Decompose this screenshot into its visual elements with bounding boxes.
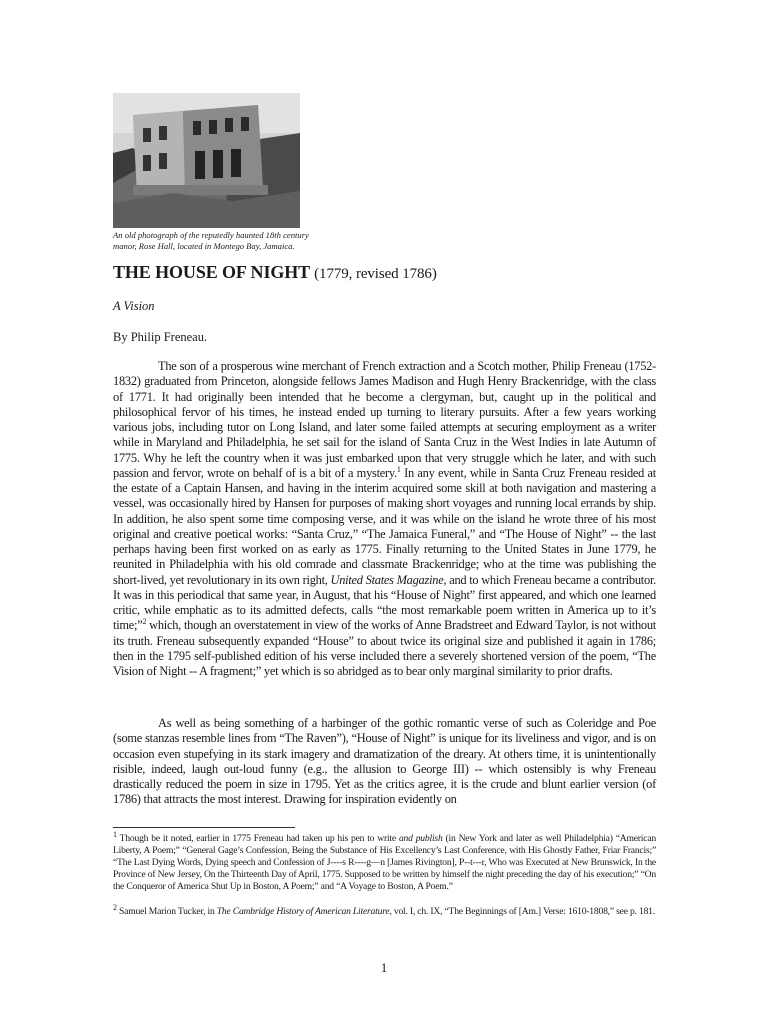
footnote-1-italic: and publish [398, 833, 443, 844]
poem-title [113, 262, 437, 283]
p1-text-a: The son of a prosperous wine merchant of French extraction and a Scotch mother, Philip Freneau (1752-1832) graduated from Princeton, alongside fellows James Madison and Hugh Henry Brackenridge, with the class of 1771. It had originally been intended that he become a clergyman, but, caught up in the political and philosophical fervor of his times, he instead ended up turning to literary pursuits. After a few years working various jobs, including tutor on Long Island, and later some failed attempts at securing employment as a writer while in Maryland and Philadelphia, he set sail for the island of Santa Cruz in the West Indies in late Autumn of 1775. Why he left the country when it was just embarked upon that very struggle which he later, and with such passion and fervor, wrote on behalf of is a bit of a mystery. [113, 359, 656, 480]
footnote-2-text-b: , vol. I, ch. IX, “The Beginnings of [Am.] Verse: 1610-1808,” see p. 181. [389, 906, 655, 917]
p1-magazine-title: United States Magazine [330, 572, 444, 587]
footnote-2-text-a: Samuel Marion Tucker, in [116, 906, 217, 917]
footnote-divider [113, 827, 295, 828]
footnote-1 [113, 829, 656, 893]
page-number: 1 [380, 960, 388, 975]
title-date: (1779, revised 1786) [314, 266, 437, 282]
title-text: THE HOUSE OF NIGHT [113, 262, 310, 282]
footnote-ref-2[interactable]: 2 [142, 617, 147, 627]
footnote-ref-1[interactable]: 1 [396, 464, 401, 474]
footnote-1-text-a: Though be it noted, earlier in 1775 Freneau had taken up his pen to write [116, 833, 399, 844]
p1-text-c: , and to which Freneau became a contributor. It was in this periodical that same year, in August, that his “House of Night” first appeared, and which one learned critic, while emphatic as to its admitted defects, calls “the most remarkable poem written in America up to it’s time;” [113, 572, 656, 633]
poem-subtitle: A Vision [113, 299, 155, 313]
footnote-1-text-b: (in New York and later as well Philadelphia) “American Liberty, A Poem;” “General Gage’s Confession, Being the Substance of His Excellency’s Last Conference, with His Ghostly Father, Friar Francis;” “The Last Dying Words, Dying speech and Confession of J----s R----g—n [James Rivington], P--t---r, Who was Executed at New Brunswick, In the Province of New Jersey, On the Thirteenth Day of April, 1775. Supposed to be written by himself the night preceding the day of his execution;” “On the Conqueror of America Shut Up in Boston, A Poem;” and “A Voyage to Boston, A Poem.” [113, 833, 656, 892]
footnote-1-number: 1 [113, 829, 117, 839]
footnote-2-book-title: The Cambridge History of American Literature [216, 906, 390, 917]
body-paragraph-2: As well as being something of a harbinger of the gothic romantic verse of such as Coleridge and Poe (some stanzas resemble lines from “The Raven”), “House of Night” is unique for its liveliness and vigor, and is on occasion even stupefying in its stark imagery and dramatization of the dreary. At others time, it is unintentionally risible, indeed, laugh out-loud funny (e.g., the allusion to George III) -- which ostensibly is why Freneau drastically reduced the poem in size in 1795. Yet as the critics agree, it is the crude and blunt earlier version (of 1786) that attracts the most interest. Drawing for inspiration evidently on [113, 716, 656, 807]
body-paragraph-1 [113, 359, 656, 679]
footnote-2-number: 2 [113, 902, 117, 912]
photo-caption: An old photograph of the reputedly haunted 18th century manor, Rose Hall, located in Montego Bay, Jamaica. [113, 230, 309, 251]
author-line: By Philip Freneau. [113, 330, 208, 344]
p1-text-b: In any event, while in Santa Cruz Freneau resided at the estate of a Captain Hansen, and having in the interim acquired some skill at both navigation and mastering a vessel, was occasionally hired by Hansen for purposes of making short voyages and running local errands by ship. In addition, he also spent some time composing verse, and it was while on the island he wrote three of his most original and creative poetical works: “Santa Cruz,” “The Jamaica Funeral,” and “The House of Night” -- the last perhaps having been first worked on as early as 1775. Finally returning to the United States in June 1779, he reunited in Philadelphia with his old comrade and classmate Brackenridge; who at the time was publishing the short-lived, yet revolutionary in its own right, [113, 465, 656, 587]
footnote-2 [113, 902, 656, 918]
p1-text-d: which, though an overstatement in view of the works of Anne Bradstreet and Edward Taylor, is not without its truth. Freneau subsequently expanded “House” to about twice its original size and published it again in 1786; then in the 1795 self-published edition of his verse included there a severely shortened version of the poem, “The Vision of Night -- A fragment;” yet which is so abridged as to bear only marginal similarity to prior drafts. [113, 618, 656, 678]
rose-hall-photo [113, 93, 300, 228]
